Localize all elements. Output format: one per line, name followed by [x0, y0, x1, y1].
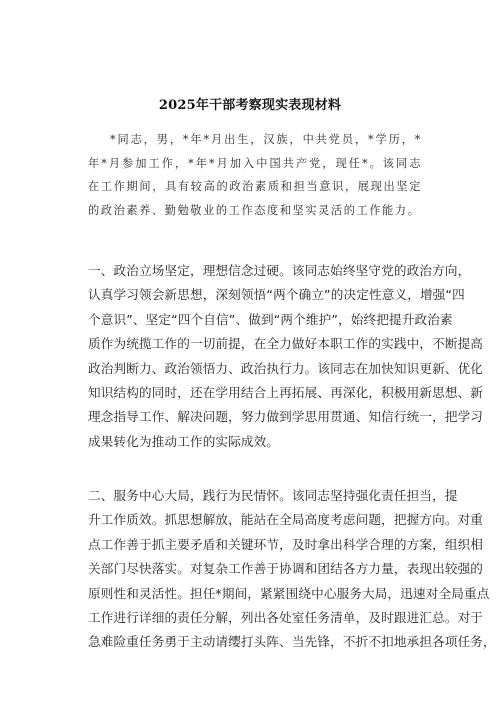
section-1-line: 知识结构的同时，还在学用结合上再拓展、再深化，积极用新思想、新: [88, 385, 484, 401]
section-2-line: 急难险重任务勇于主动请缨打头阵、当先锋，不折不扣地承担各项任务，: [88, 634, 496, 650]
section-1-line: 个意识”、坚定“四个自信”、做到“两个维护”，始终把提升政治素: [88, 311, 453, 327]
section-2-line: 工作进行详细的责任分解，列出各处室任务清单，及时跟进汇总。对于: [88, 610, 484, 626]
section-1-line: 认真学习领会新思想，深刻领悟“两个确立”的决定性意义，增强“四: [88, 287, 465, 303]
section-serve-center: [88, 484, 496, 655]
section-1-line: 一、政治立场坚定，理想信念过硬。该同志始终坚守党的政治方向，: [88, 263, 471, 278]
section-1-line: 政治判断力、政治领悟力、政治执行力。该同志在加快知识更新、优化: [88, 360, 484, 376]
section-2-line: 关部门尽快落实。对复杂工作善于协调和团结各方力量，表现出较强的: [88, 561, 484, 577]
section-political-stance: [88, 259, 484, 454]
document-title: 2025年干部考察现实表现材料: [158, 98, 342, 113]
section-2-line: 点工作善于抓主要矛盾和关键环节，及时拿出科学合理的方案，组织相: [88, 536, 484, 552]
section-2-line: 二、服务中心大局，践行为民情怀。该同志坚持强化责任担当，提: [88, 488, 458, 503]
section-1-line: 成果转化为推动工作的实际成效。: [88, 433, 280, 449]
section-1-line: 质作为统揽工作的一切前提，在全力做好本职工作的实践中，不断提高: [88, 336, 484, 352]
section-1-line: 理念指导工作、解决问题，努力做到学思用贯通、知信行统一，把学习: [88, 409, 484, 425]
intro-paragraph: *同志，男，*年*月出生，汉族，中共党员，*学历，*年*月参加工作，*年*月加入中国共产党，现任*。该同志在工作期间，具有较高的政治素质和担当意识，展现出坚定的政治素养、勤勉敬业的工作态度和坚实灵活的工作能力。: [88, 133, 422, 217]
section-2-line: 原则性和灵活性。担任*期间，紧紧围绕中心服务大局，迅速对全局重点: [88, 585, 490, 601]
section-2-line: 升工作质效。抓思想解放，能站在全局高度考虑问题，把握方向。对重: [88, 512, 484, 528]
